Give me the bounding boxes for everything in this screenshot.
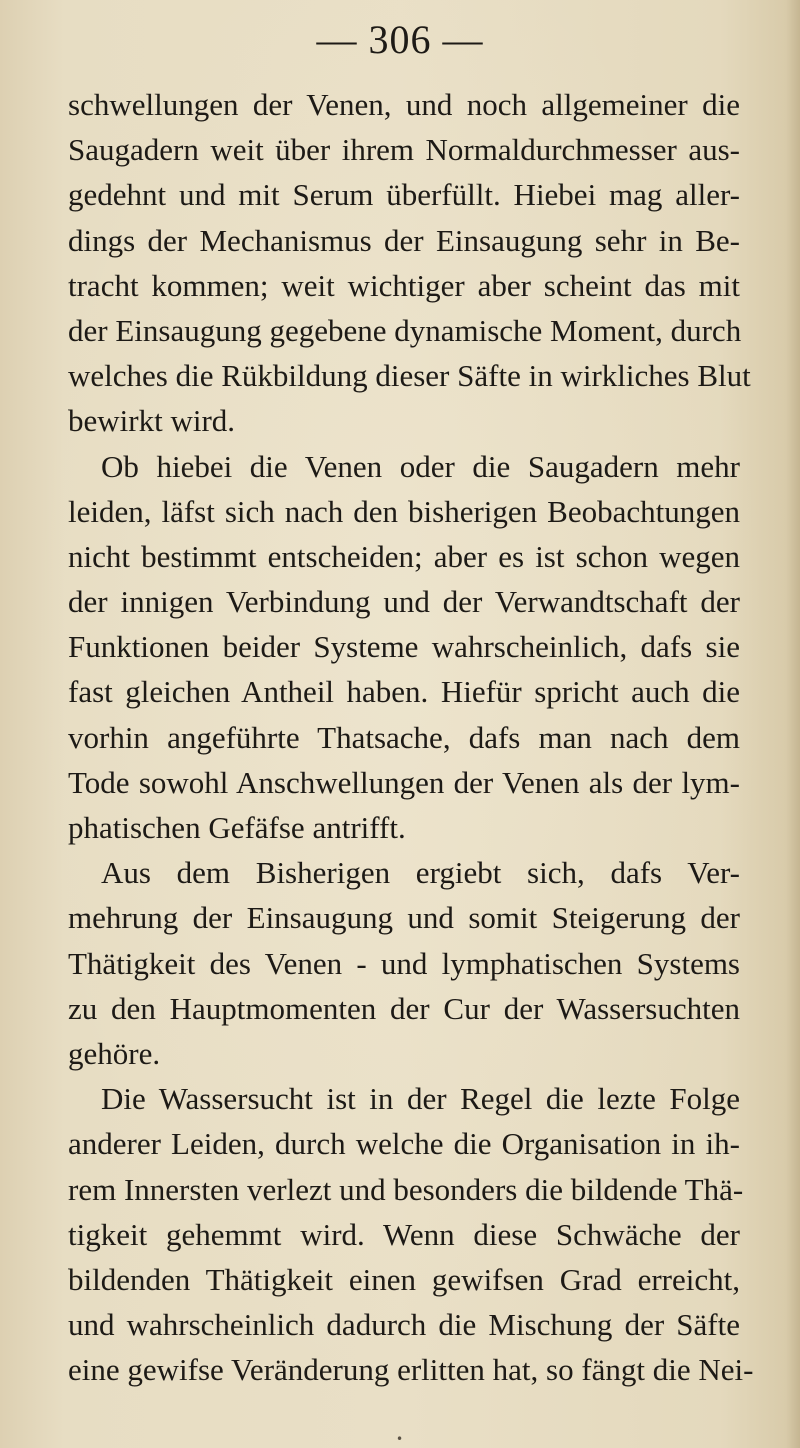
text-line: mehrung der Einsaugung und somit Steigerung der bbox=[68, 900, 740, 936]
text-line: anderer Leiden, durch welche die Organisation in ih- bbox=[68, 1126, 740, 1162]
text-line: Thätigkeit des Venen - und lymphatischen Systems bbox=[68, 945, 740, 981]
text-line: nicht bestimmt entscheiden; aber es ist schon wegen bbox=[68, 538, 740, 574]
text-line: der innigen Verbindung und der Verwandtschaft der bbox=[68, 584, 740, 620]
page-edge-shadow bbox=[786, 0, 800, 1448]
paragraph-end-line: phatischen Gefäfse antrifft. bbox=[68, 810, 406, 845]
paragraph-start-line: Ob hiebei die Venen oder die Saugadern mehr bbox=[101, 448, 740, 484]
paragraph-start-line: Die Wassersucht ist in der Regel die lezte Folge bbox=[101, 1081, 740, 1117]
text-line: leiden, läfst sich nach den bisherigen Beobachtungen bbox=[68, 493, 740, 529]
text-line: eine gewifse Veränderung erlitten hat, so fängt die Nei- bbox=[68, 1352, 754, 1388]
text-line: rem Innersten verlezt und besonders die bildende Thä- bbox=[68, 1171, 744, 1207]
text-line: und wahrscheinlich dadurch die Mischung der Säfte bbox=[68, 1307, 740, 1343]
text-line: bildenden Thätigkeit einen gewifsen Grad erreicht, bbox=[68, 1261, 740, 1297]
paragraph-start-line: Aus dem Bisherigen ergiebt sich, dafs Ver- bbox=[101, 855, 740, 891]
text-line: vorhin angeführte Thatsache, dafs man nach dem bbox=[68, 719, 740, 755]
text-line: Tode sowohl Anschwellungen der Venen als der lym- bbox=[68, 764, 740, 800]
text-line: Saugadern weit über ihrem Normaldurchmesser aus- bbox=[68, 132, 740, 168]
text-line: dings der Mechanismus der Einsaugung sehr in Be- bbox=[68, 222, 740, 258]
page-number: — 306 — bbox=[316, 17, 484, 62]
text-line: gedehnt und mit Serum überfüllt. Hiebei mag aller- bbox=[68, 177, 740, 213]
text-line: Funktionen beider Systeme wahrscheinlich, dafs sie bbox=[68, 629, 740, 665]
paragraph-end-line: gehöre. bbox=[68, 1035, 161, 1071]
body-text bbox=[68, 82, 754, 1392]
text-line: tracht kommen; weit wichtiger aber scheint das mit bbox=[68, 267, 740, 303]
text-line: tigkeit gehemmt wird. Wenn diese Schwäche der bbox=[68, 1216, 740, 1252]
text-line: zu den Hauptmomenten der Cur der Wassersuchten bbox=[68, 990, 740, 1026]
ink-speck: • bbox=[396, 1432, 404, 1446]
text-line: fast gleichen Antheil haben. Hiefür spricht auch die bbox=[68, 674, 740, 710]
text-line: der Einsaugung gegebene dynamische Moment, durch bbox=[68, 312, 742, 348]
paragraph-end-line: bewirkt wird. bbox=[68, 403, 236, 439]
text-line: welches die Rükbildung dieser Säfte in wirkliches Blut bbox=[68, 358, 751, 394]
text-line: schwellungen der Venen, und noch allgemeiner die bbox=[68, 87, 740, 122]
